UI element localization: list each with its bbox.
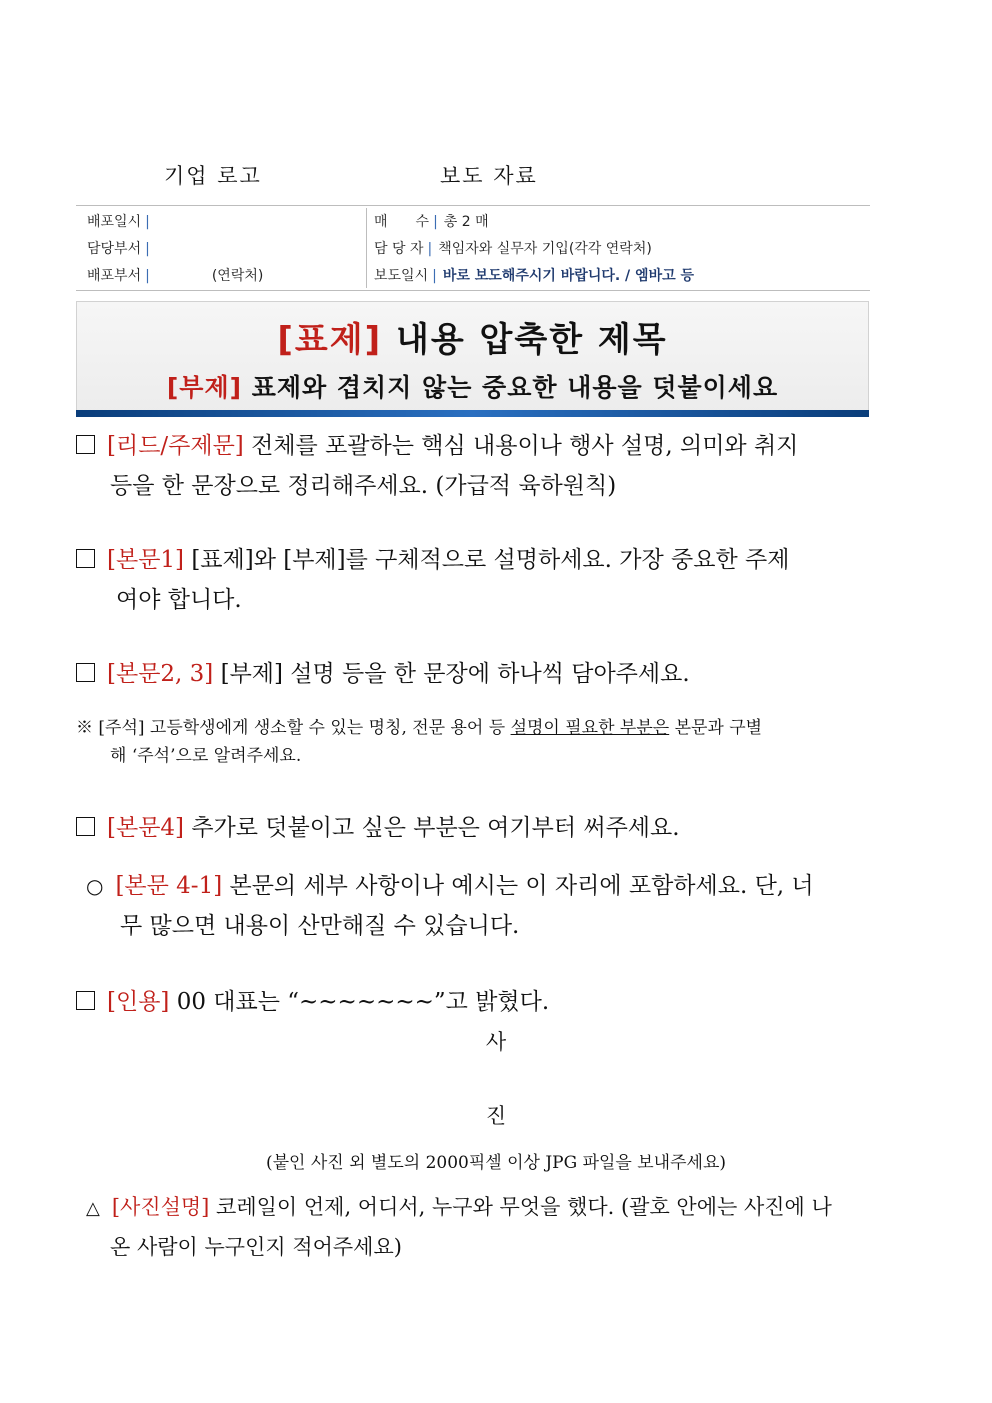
quote-line-1: 00 대표는 “~~~~~~~”고 밝혔다. bbox=[169, 989, 550, 1015]
body23-tag: [본문2, 3] bbox=[107, 661, 214, 687]
body4-paragraph bbox=[76, 808, 936, 848]
body41-line-1: 본문의 세부 사항이나 예시는 이 자리에 포함하세요. 단, 너 bbox=[222, 873, 814, 899]
info-value-contact: (연락처) bbox=[211, 268, 264, 284]
company-logo-label: 기업 로고 bbox=[164, 164, 262, 188]
note-underlined: 설명이 필요한 부분은 bbox=[510, 718, 670, 738]
headline-tag: [표제] bbox=[277, 320, 383, 360]
body1-line-2: 여야 합니다. bbox=[116, 587, 242, 613]
subheadline bbox=[77, 368, 868, 404]
subheadline-text: 표제와 겹치지 않는 중요한 내용을 덧붙이세요 bbox=[242, 373, 779, 402]
quote-tag: [인용] bbox=[107, 989, 170, 1015]
body23-line-1: [부제] 설명 등을 한 문장에 하나씩 담아주세요. bbox=[213, 661, 690, 687]
caption-line-2: 온 사람이 누구인지 적어주세요) bbox=[110, 1235, 402, 1259]
info-row-contact-person bbox=[374, 238, 652, 258]
circle-bullet-icon: ○ bbox=[86, 874, 104, 898]
body4-line-1: 추가로 덧붙이고 싶은 부분은 여기부터 써주세요. bbox=[184, 815, 680, 841]
reference-mark-icon: ※ bbox=[76, 718, 93, 738]
info-row-page-count bbox=[374, 211, 489, 231]
headline bbox=[77, 312, 868, 361]
info-label: 담당부서 bbox=[87, 241, 142, 257]
info-row-department bbox=[87, 238, 156, 258]
body1-tag: [본문1] bbox=[107, 547, 185, 573]
checkbox-icon bbox=[76, 991, 95, 1010]
caption-line-1: 코레일이 언제, 어디서, 누구와 무엇을 했다. (괄호 안에는 사진에 나 bbox=[209, 1195, 832, 1219]
headline-box bbox=[76, 301, 869, 417]
annotation-note bbox=[76, 714, 936, 770]
note-pre: [주석] 고등학생에게 생소할 수 있는 명칭, 전문 용어 등 bbox=[93, 718, 511, 738]
checkbox-icon bbox=[76, 549, 95, 568]
info-label: 담 당 자 bbox=[374, 241, 424, 257]
info-row-distribution-dept bbox=[87, 265, 263, 285]
info-table bbox=[76, 205, 870, 291]
triangle-bullet-icon: △ bbox=[86, 1198, 100, 1219]
body41-paragraph bbox=[86, 866, 936, 946]
info-label: 배포부서 bbox=[87, 268, 142, 284]
note-post: 본문과 구별 bbox=[669, 718, 763, 738]
lead-paragraph bbox=[76, 426, 936, 506]
photo-char-2: 진 bbox=[485, 1104, 507, 1128]
info-value: 총 2 매 bbox=[443, 214, 489, 230]
body1-paragraph bbox=[76, 540, 936, 620]
checkbox-icon bbox=[76, 663, 95, 682]
photo-char-1: 사 bbox=[485, 1030, 507, 1054]
info-value-embargo: 바로 보도해주시기 바랍니다. / 엠바고 등 bbox=[442, 268, 695, 284]
photo-caption bbox=[86, 1188, 936, 1266]
info-label: 매 수 bbox=[374, 214, 430, 230]
body1-line-1: [표제]와 [부제]를 구체적으로 설명하세요. 가장 중요한 주제 bbox=[184, 547, 790, 573]
separator-icon: | bbox=[145, 268, 150, 284]
lead-line-1: 전체를 포괄하는 핵심 내용이나 행사 설명, 의미와 취지 bbox=[243, 433, 799, 459]
note-line-2: 해 ‘주석’으로 알려주세요. bbox=[110, 746, 302, 766]
lead-tag: [리드/주제문] bbox=[107, 433, 244, 459]
separator-icon: | bbox=[432, 268, 437, 284]
separator-icon: | bbox=[145, 214, 150, 230]
info-value: 책임자와 실무자 기입(각각 연락처) bbox=[438, 241, 652, 257]
subheadline-tag: [부제] bbox=[166, 373, 243, 402]
body41-line-2: 무 많으면 내용이 산만해질 수 있습니다. bbox=[120, 913, 520, 939]
info-label: 보도일시 bbox=[374, 268, 429, 284]
body41-tag: [본문 4-1] bbox=[115, 873, 223, 899]
info-label: 배포일시 bbox=[87, 214, 142, 230]
separator-icon: | bbox=[427, 241, 433, 257]
info-row-release-date bbox=[87, 211, 156, 231]
separator-icon: | bbox=[433, 214, 438, 230]
lead-line-2: 등을 한 문장으로 정리해주세요. (가급적 육하원칙) bbox=[110, 473, 617, 499]
body23-paragraph bbox=[76, 654, 936, 694]
quote-paragraph bbox=[76, 982, 936, 1022]
headline-stripe bbox=[76, 410, 869, 417]
body4-tag: [본문4] bbox=[107, 815, 185, 841]
info-row-embargo bbox=[374, 265, 694, 285]
press-release-label: 보도 자료 bbox=[440, 164, 538, 188]
checkbox-icon bbox=[76, 435, 95, 454]
photo-instruction: (붙인 사진 외 별도의 2000픽셀 이상 JPG 파일을 보내주세요) bbox=[265, 1153, 727, 1173]
separator-icon: | bbox=[145, 241, 150, 257]
caption-tag: [사진설명] bbox=[111, 1195, 210, 1219]
headline-text: 내용 압축한 제목 bbox=[382, 320, 668, 360]
checkbox-icon bbox=[76, 817, 95, 836]
info-divider bbox=[366, 208, 367, 288]
